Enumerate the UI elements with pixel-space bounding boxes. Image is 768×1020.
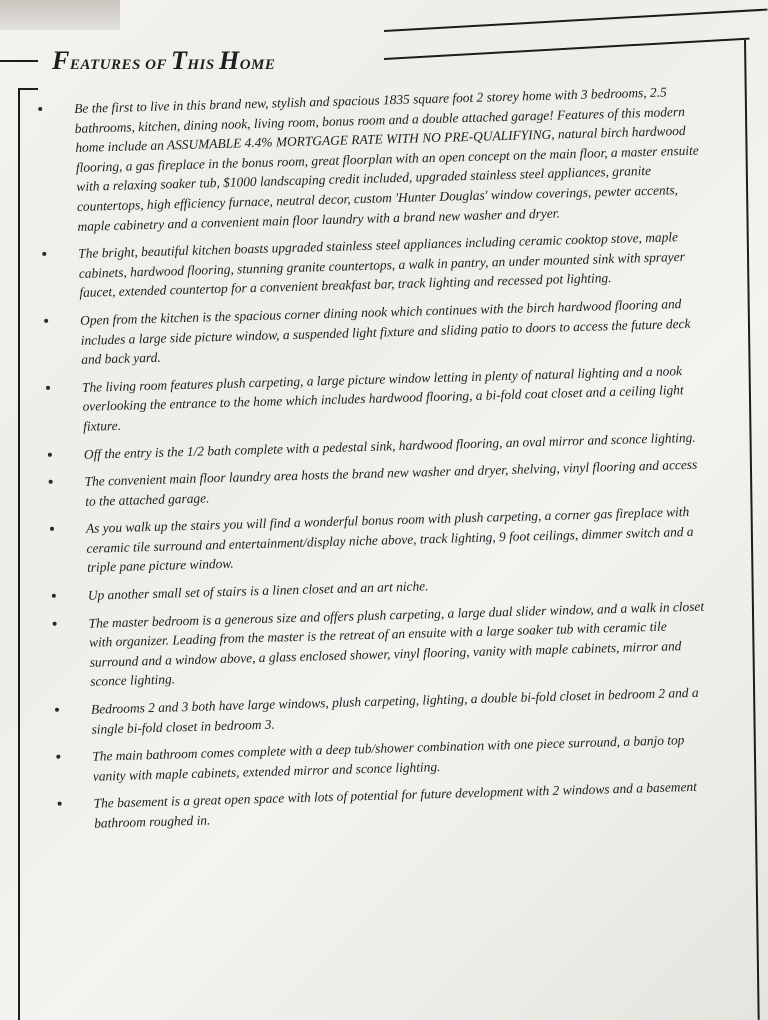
bullet-icon bbox=[58, 802, 62, 806]
bullet-icon bbox=[52, 594, 56, 598]
bullet-icon bbox=[55, 708, 59, 712]
bullet-icon bbox=[49, 480, 53, 484]
features-list bbox=[38, 82, 718, 843]
list-item: Off the entry is the 1/2 bath complete with a pedestal sink, hardwood flooring, an oval mirror and sconce lighting. bbox=[48, 427, 708, 465]
bullet-icon bbox=[56, 755, 60, 759]
bullet-icon bbox=[53, 621, 57, 625]
bullet-icon bbox=[38, 107, 42, 111]
list-item: Be the first to live in this brand new, stylish and spacious 1835 square foot 2 storey home with 3 bedrooms, 2.5 bathrooms, kitchen, dining nook, living room, bonus room and a double attached garage! Features of this modern home include an ASSUMABLE 4.4% MORTGAGE RATE WITH NO PRE-QUALIFYING, natural birch hardwood flooring, a gas fireplace in the bonus room, great floorplan with an open concept on the main floor, a master ensuite with a relaxing soaker tub, $1000 landscaping credit included, upgraded stainless steel appliances, granite countertops, high efficiency furnace, neutral decor, custom 'Hunter Douglas' window coverings, pewter accents, maple cabinetry and a convenient main floor laundry with a brand new washer and dryer. bbox=[38, 82, 702, 238]
frame-rule-top-right bbox=[384, 9, 768, 32]
list-item: The living room features plush carpeting, a large picture window letting in plenty of natural lighting and a nook overlooking the entrance to the home which includes hardwood flooring, a bi-fold coat closet and a ceiling light fixture. bbox=[46, 360, 707, 437]
bullet-icon bbox=[48, 452, 52, 456]
list-item: Bedrooms 2 and 3 both have large windows, plush carpeting, lighting, a double bi-fold closet in bedroom 2 and a single bi-fold closet in bedroom 3. bbox=[55, 682, 716, 740]
frame-rule-top-left bbox=[0, 60, 38, 62]
frame-rule-top-right-2 bbox=[384, 38, 750, 60]
list-item: The bright, beautiful kitchen boasts upgraded stainless steel appliances including ceramic cooktop stove, maple cabinets, hardwood flooring, stunning granite countertops, a walk in pantry, an under mounted sink with sprayer faucet, extended countertop for a convenient breakfast bar, track lighting and recessed pot lighting. bbox=[42, 227, 703, 304]
list-item: As you walk up the stairs you will find a wonderful bonus room with plush carpeting, a corner gas fireplace with ceramic tile surround and entertainment/display niche above, track lighting, 9 foot ceilings, dimmer switch and a triple pane picture window. bbox=[50, 502, 711, 579]
list-item: Up another small set of stairs is a linen closet and an art niche. bbox=[52, 568, 712, 606]
bullet-icon bbox=[44, 319, 48, 323]
paper-fold-shadow bbox=[0, 0, 120, 30]
bullet-icon bbox=[42, 252, 46, 256]
list-item: The main bathroom comes complete with a deep tub/shower combination with one piece surround, a banjo top vanity with maple cabinets, extended mirror and sconce lighting. bbox=[56, 730, 717, 788]
frame-rule-left-top bbox=[18, 88, 38, 90]
list-item: The basement is a great open space with lots of potential for future development with 2 windows and a basement bathroom roughed in. bbox=[57, 777, 718, 835]
frame-rule-right bbox=[744, 40, 760, 1020]
list-item: The master bedroom is a generous size and offers plush carpeting, a large dual slider window, and a walk in closet with organizer. Leading from the master is the retreat of an ensuite with a large soaker tub with ceramic tile surround and a window above, a glass enclosed shower, vinyl flooring, vanity with maple cabinets, mirror and sconce lighting. bbox=[52, 596, 714, 693]
list-item: The convenient main floor laundry area hosts the brand new washer and dryer, shelving, vinyl flooring and access to the attached garage. bbox=[48, 455, 709, 513]
bullet-icon bbox=[50, 527, 54, 531]
list-item: Open from the kitchen is the spacious corner dining nook which continues with the birch hardwood flooring and includes a large side picture window, a suspended light fixture and sliding patio to doors to access the future deck and back yard. bbox=[44, 293, 705, 370]
page-title: FEATURES OF THIS HOME bbox=[52, 46, 276, 75]
bullet-icon bbox=[46, 385, 50, 389]
frame-rule-left bbox=[18, 88, 20, 1020]
